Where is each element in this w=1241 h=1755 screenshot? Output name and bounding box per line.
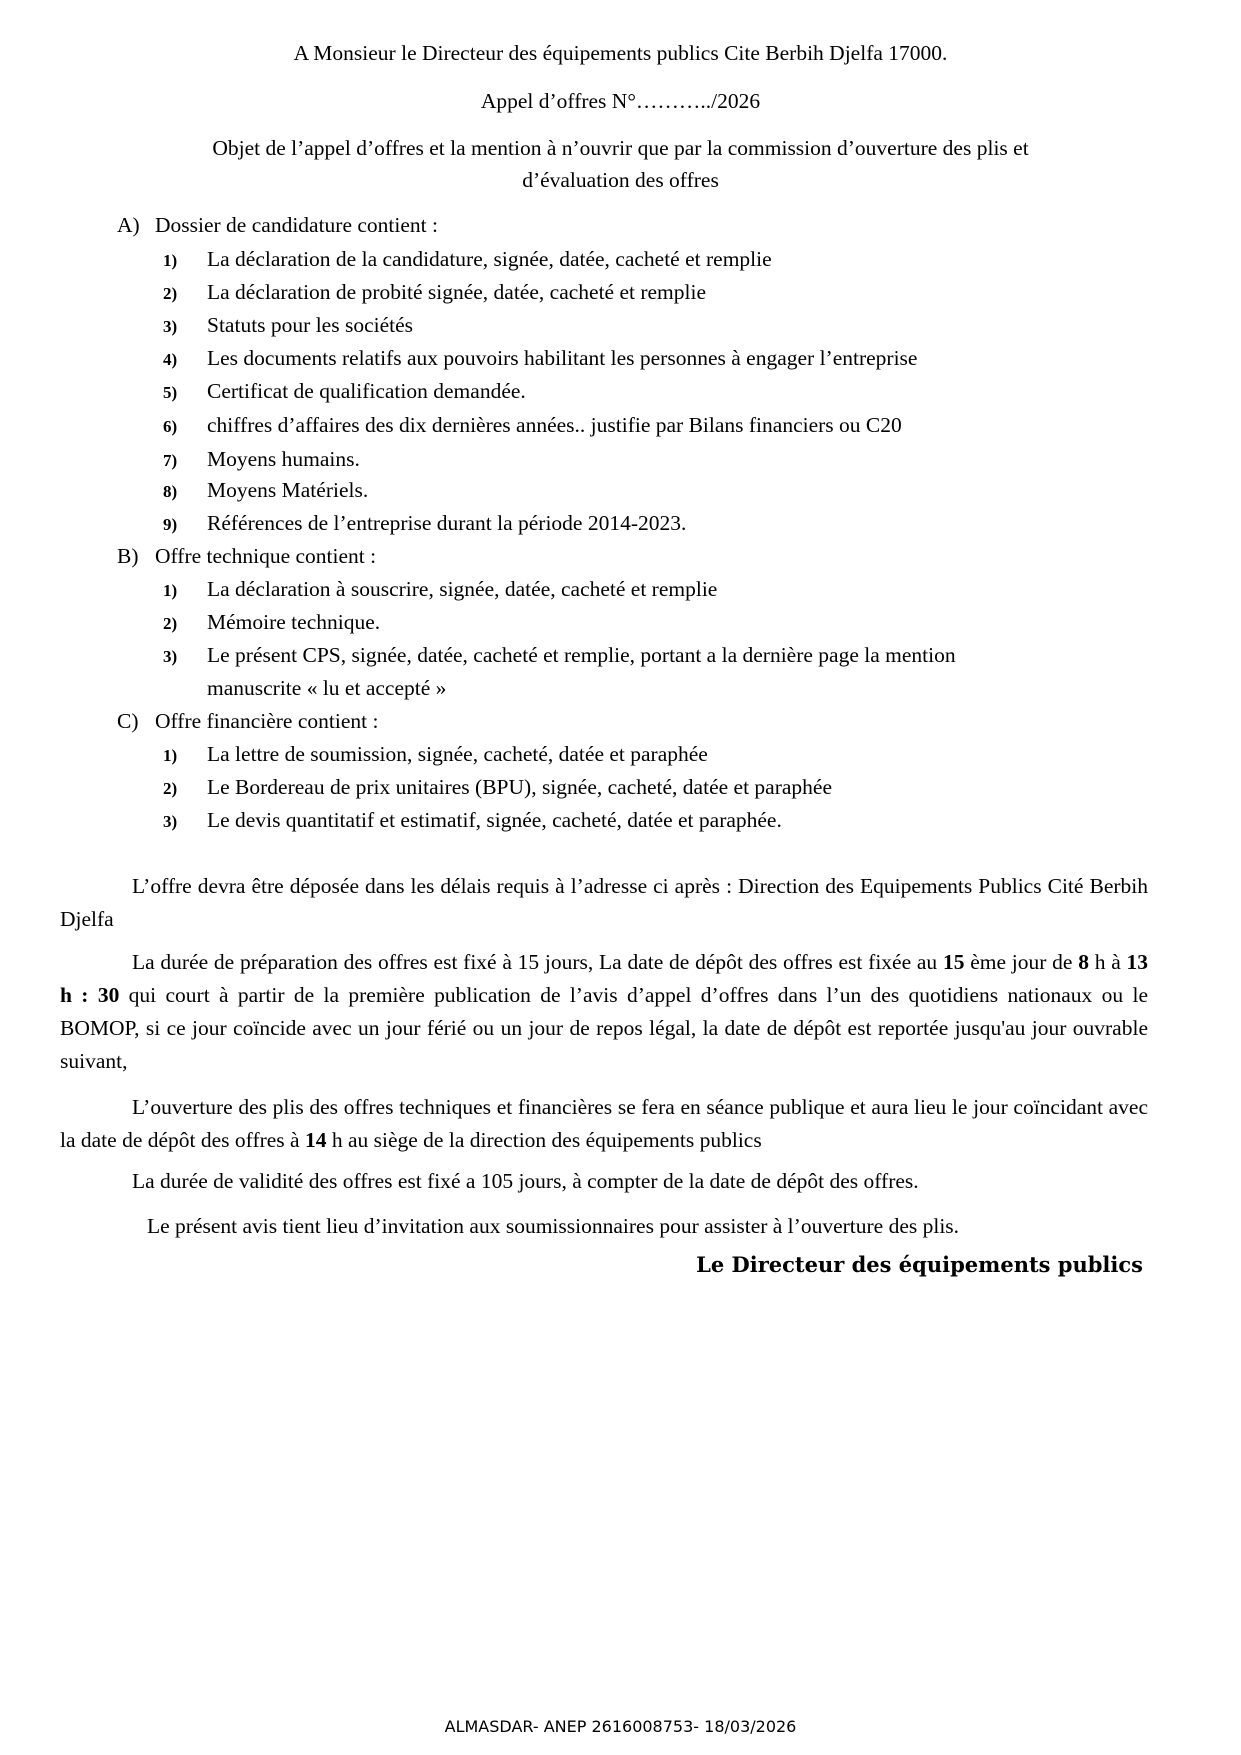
item-text: Le présent CPS, signée, datée, cacheté et remplie, portant a la dernière page la mention	[207, 643, 956, 667]
item-text: Statuts pour les sociétés	[207, 313, 414, 337]
list-item	[163, 807, 782, 835]
item-number: 5)	[163, 383, 178, 402]
list-item	[163, 246, 772, 274]
item-text: Références de l’entreprise durant la période 2014-2023.	[207, 511, 687, 535]
item-number: 2)	[163, 779, 178, 798]
item-text: Mémoire technique.	[207, 610, 381, 634]
paragraph-text: ème jour de	[964, 950, 1079, 974]
item-number: 2)	[163, 284, 178, 303]
paragraph-text: L’ouverture des plis des offres techniques et financières se fera en séance publique et aura lieu le jour coïncidant avec la date de dépôt des offres à	[60, 1095, 1148, 1152]
list-item	[163, 279, 706, 307]
section-title: Offre technique contient :	[155, 544, 377, 568]
item-text: Moyens humains.	[207, 447, 360, 471]
list-item-continuation: manuscrite « lu et accepté »	[207, 676, 447, 700]
paragraph-text: h à	[1088, 950, 1127, 974]
item-number: 1)	[163, 251, 178, 270]
list-item	[163, 741, 708, 769]
section-b-heading	[117, 543, 376, 569]
item-text: Les documents relatifs aux pouvoirs habilitant les personnes à engager l’entreprise	[207, 346, 918, 370]
item-text: Le Bordereau de prix unitaires (BPU), signée, cacheté, datée et paraphée	[207, 775, 833, 799]
section-title: Offre financière contient :	[155, 709, 379, 733]
list-item	[163, 446, 360, 474]
section-title: Dossier de candidature contient :	[155, 213, 438, 237]
item-number: 3)	[163, 647, 178, 666]
tender-number: Appel d’offres N°………../2026	[480, 89, 761, 113]
recipient-line: A Monsieur le Directeur des équipements publics Cite Berbih Djelfa 17000.	[293, 41, 948, 65]
section-a-heading	[117, 212, 438, 238]
deposit-day: 15	[942, 950, 965, 974]
duration-paragraph	[60, 946, 1148, 1078]
list-item	[163, 510, 686, 538]
item-text: La lettre de soumission, signée, cacheté, datée et paraphée	[207, 742, 708, 766]
item-number: 1)	[163, 746, 178, 765]
list-item	[163, 312, 413, 340]
paragraph-text: h au siège de la direction des équipements publics	[326, 1128, 762, 1152]
object-line-2: d’évaluation des offres	[522, 168, 719, 192]
item-number: 6)	[163, 417, 178, 436]
end-hour: 13 h : 30	[60, 950, 1149, 1007]
item-number: 2)	[163, 614, 178, 633]
paragraph-text: La durée de préparation des offres est fixé à 15 jours, La date de dépôt des offres est fixée au	[132, 950, 943, 974]
item-text: chiffres d’affaires des dix dernières années.. justifie par Bilans financiers ou C20	[207, 413, 902, 437]
list-item	[163, 477, 368, 505]
list-item	[163, 345, 917, 373]
paragraph-text: L’offre devra être déposée dans les délais requis à l’adresse ci après : Direction des Equipements Publics Cité Berbih Djelfa	[60, 874, 1148, 931]
list-item	[163, 774, 832, 802]
paragraph-text: qui court à partir de la première publication de l’avis d’appel d’offres dans l’un des quotidiens nationaux ou le BOMOP, si ce jour coïncide avec un jour férié ou un jour de repos légal, la date de dépôt est reportée jusqu'au jour ouvrable suivant,	[60, 983, 1148, 1073]
item-number: 9)	[163, 515, 178, 534]
start-hour: 8	[1078, 950, 1089, 974]
item-number: 8)	[163, 482, 178, 501]
object-line-1: Objet de l’appel d’offres et la mention à n’ouvrir que par la commission d’ouverture des plis et	[212, 136, 1029, 160]
item-number: 4)	[163, 350, 178, 369]
item-number: 1)	[163, 581, 178, 600]
deposit-address-paragraph	[60, 870, 1148, 936]
item-number: 3)	[163, 812, 178, 831]
item-text: Certificat de qualification demandée.	[207, 379, 526, 403]
section-letter: B)	[117, 544, 139, 568]
list-item	[163, 609, 380, 637]
invitation-paragraph: Le présent avis tient lieu d’invitation aux soumissionnaires pour assister à l’ouverture des plis.	[147, 1214, 960, 1238]
publication-footer: ALMASDAR- ANEP 2616008753- 18/03/2026	[444, 1717, 797, 1736]
opening-paragraph	[60, 1091, 1148, 1157]
item-text: Le devis quantitatif et estimatif, signée, cacheté, datée et paraphée.	[207, 808, 782, 832]
list-item	[163, 378, 526, 406]
item-text: La déclaration de la candidature, signée, datée, cacheté et remplie	[207, 247, 772, 271]
section-c-heading	[117, 708, 378, 734]
list-item	[163, 412, 902, 440]
item-number: 3)	[163, 317, 178, 336]
list-item	[163, 576, 717, 604]
item-text: La déclaration de probité signée, datée, cacheté et remplie	[207, 280, 707, 304]
signature: Le Directeur des équipements publics	[696, 1252, 1143, 1277]
item-number: 7)	[163, 451, 178, 470]
list-item	[163, 642, 956, 670]
section-letter: A)	[117, 213, 140, 237]
opening-hour: 14	[304, 1128, 327, 1152]
item-text: La déclaration à souscrire, signée, datée, cacheté et remplie	[207, 577, 718, 601]
validity-paragraph: La durée de validité des offres est fixé a 105 jours, à compter de la date de dépôt des offres.	[132, 1169, 919, 1193]
section-letter: C)	[117, 709, 139, 733]
item-text: Moyens Matériels.	[207, 478, 369, 502]
